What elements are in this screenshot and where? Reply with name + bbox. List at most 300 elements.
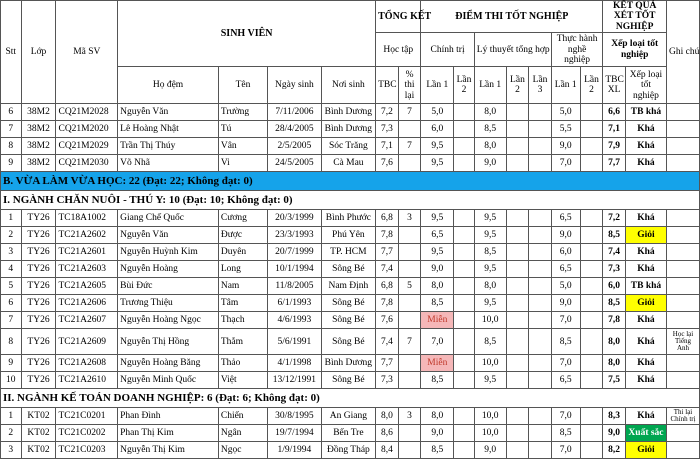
cell-ho-dem: Nguyễn Hoàng bbox=[118, 261, 219, 278]
cell-ho-dem: Võ Nhã bbox=[118, 155, 219, 172]
cell-pct-thi-lai bbox=[398, 261, 421, 278]
cell-pct-thi-lai bbox=[398, 312, 421, 329]
cell-ct-lan2 bbox=[454, 312, 475, 329]
cell-ct-lan2 bbox=[454, 372, 475, 389]
cell-th-lan2 bbox=[580, 408, 603, 425]
cell-lt-lan1: 8,0 bbox=[474, 138, 506, 155]
cell-tbc-xl: 7,7 bbox=[603, 155, 626, 172]
cell-th-lan2 bbox=[580, 329, 603, 355]
cell-th-lan1: 8,5 bbox=[551, 329, 580, 355]
cell-th-lan2 bbox=[580, 261, 603, 278]
cell-ghi-chu bbox=[667, 442, 700, 459]
cell-ten: Vi bbox=[218, 155, 267, 172]
cell-xep-loai: Khá bbox=[625, 155, 666, 172]
cell-ngay-sinh: 2/5/2005 bbox=[268, 138, 321, 155]
cell-noi-sinh: Sóc Trăng bbox=[321, 138, 376, 155]
cell-ct-lan1: 8,0 bbox=[421, 408, 454, 425]
cell-ten: Được bbox=[218, 227, 267, 244]
cell-ct-lan2 bbox=[454, 355, 475, 372]
col-ct-lan2: Lần 2 bbox=[454, 67, 475, 104]
cell-xep-loai: Khá bbox=[625, 312, 666, 329]
cell-tbc-xl: 9,0 bbox=[603, 425, 626, 442]
table-row bbox=[1, 104, 700, 121]
cell-tbc-xl: 7,4 bbox=[603, 244, 626, 261]
table-row bbox=[1, 244, 700, 261]
cell-lt-lan3 bbox=[529, 295, 552, 312]
cell-ho-dem: Trương Thiệu bbox=[118, 295, 219, 312]
cell-ct-lan1: 9,5 bbox=[421, 155, 454, 172]
cell-xep-loai: Khá bbox=[625, 244, 666, 261]
cell-ghi-chu bbox=[667, 312, 700, 329]
cell-ngay-sinh: 28/4/2005 bbox=[268, 121, 321, 138]
cell-ghi-chu: Học lại Tiếng Anh bbox=[667, 329, 700, 355]
col-ly-thuyet: Lý thuyết tổng hợp bbox=[474, 33, 551, 67]
cell-noi-sinh: Sông Bé bbox=[321, 261, 376, 278]
col-lt-lan1: Lần 1 bbox=[474, 67, 506, 104]
cell-ho-dem: Phan Đình bbox=[118, 408, 219, 425]
cell-th-lan1: 6,5 bbox=[551, 261, 580, 278]
cell-ma-sv: CQ21M2029 bbox=[56, 138, 118, 155]
cell-th-lan1: 6,0 bbox=[551, 244, 580, 261]
cell-th-lan2 bbox=[580, 155, 603, 172]
cell-ho-dem: Nguyễn Văn bbox=[118, 227, 219, 244]
cell-ct-lan1: Miễn bbox=[421, 312, 454, 329]
cell-th-lan2 bbox=[580, 372, 603, 389]
cell-lop: TY26 bbox=[21, 210, 56, 227]
cell-ma-sv: CQ21M2028 bbox=[56, 104, 118, 121]
cell-noi-sinh: Bình Phước bbox=[321, 210, 376, 227]
cell-lt-lan3 bbox=[529, 104, 552, 121]
cell-noi-sinh: Phú Yên bbox=[321, 227, 376, 244]
cell-lop: TY26 bbox=[21, 312, 56, 329]
cell-xep-loai: TB khá bbox=[625, 104, 666, 121]
cell-ct-lan1: 9,0 bbox=[421, 261, 454, 278]
cell-tbc-xl: 8,2 bbox=[603, 442, 626, 459]
cell-lt-lan3 bbox=[529, 355, 552, 372]
cell-tbc: 7,3 bbox=[376, 372, 399, 389]
cell-lt-lan2 bbox=[506, 329, 529, 355]
cell-ho-dem: Nguyễn Văn bbox=[118, 104, 219, 121]
col-pct-thi-lai: % thi lại bbox=[398, 67, 421, 104]
cell-lt-lan1: 9,5 bbox=[474, 261, 506, 278]
cell-tbc-xl: 8,0 bbox=[603, 355, 626, 372]
cell-ct-lan1: 6,5 bbox=[421, 227, 454, 244]
cell-lt-lan2 bbox=[506, 227, 529, 244]
cell-lt-lan1: 8,5 bbox=[474, 121, 506, 138]
table-row bbox=[1, 442, 700, 459]
cell-pct-thi-lai bbox=[398, 244, 421, 261]
cell-pct-thi-lai bbox=[398, 442, 421, 459]
cell-lt-lan3 bbox=[529, 372, 552, 389]
cell-th-lan2 bbox=[580, 312, 603, 329]
cell-tbc-xl: 8,5 bbox=[603, 227, 626, 244]
cell-ho-dem: Nguyễn Thị Hồng bbox=[118, 329, 219, 355]
table-row bbox=[1, 210, 700, 227]
cell-tbc: 7,7 bbox=[376, 355, 399, 372]
table-row bbox=[1, 138, 700, 155]
cell-stt: 3 bbox=[1, 442, 22, 459]
cell-stt: 1 bbox=[1, 408, 22, 425]
cell-th-lan2 bbox=[580, 210, 603, 227]
cell-lt-lan2 bbox=[506, 355, 529, 372]
cell-th-lan1: 6,5 bbox=[551, 210, 580, 227]
cell-ngay-sinh: 20/7/1999 bbox=[268, 244, 321, 261]
cell-tbc-xl: 7,5 bbox=[603, 372, 626, 389]
cell-lt-lan1: 9,5 bbox=[474, 227, 506, 244]
cell-ten: Chiến bbox=[218, 408, 267, 425]
cell-noi-sinh: Đồng Tháp bbox=[321, 442, 376, 459]
cell-ho-dem: Giang Chế Quốc bbox=[118, 210, 219, 227]
cell-lt-lan3 bbox=[529, 121, 552, 138]
cell-ghi-chu bbox=[667, 295, 700, 312]
table-row bbox=[1, 227, 700, 244]
table-row bbox=[1, 425, 700, 442]
cell-ho-dem: Nguyễn Hoàng Ngọc bbox=[118, 312, 219, 329]
cell-ngay-sinh: 19/7/1994 bbox=[268, 425, 321, 442]
cell-ct-lan2 bbox=[454, 210, 475, 227]
cell-ct-lan1: 8,0 bbox=[421, 278, 454, 295]
cell-ngay-sinh: 4/6/1993 bbox=[268, 312, 321, 329]
cell-lop: 38M2 bbox=[21, 155, 56, 172]
cell-lop: TY26 bbox=[21, 295, 56, 312]
cell-ma-sv: TC21C0201 bbox=[56, 408, 118, 425]
cell-tbc: 7,4 bbox=[376, 261, 399, 278]
cell-ct-lan2 bbox=[454, 295, 475, 312]
cell-stt: 2 bbox=[1, 227, 22, 244]
cell-ngay-sinh: 6/1/1993 bbox=[268, 295, 321, 312]
col-lt-lan3: Lần 3 bbox=[529, 67, 552, 104]
cell-lt-lan3 bbox=[529, 244, 552, 261]
cell-pct-thi-lai: 3 bbox=[398, 408, 421, 425]
cell-tbc: 7,7 bbox=[376, 244, 399, 261]
cell-ma-sv: TC21A2610 bbox=[56, 372, 118, 389]
cell-th-lan1: 5,5 bbox=[551, 121, 580, 138]
cell-lop: KT02 bbox=[21, 425, 56, 442]
cell-lt-lan3 bbox=[529, 425, 552, 442]
col-hoc-tap: Học tập bbox=[376, 33, 421, 67]
col-lop: Lớp bbox=[21, 1, 56, 104]
cell-lt-lan2 bbox=[506, 261, 529, 278]
cell-lt-lan3 bbox=[529, 312, 552, 329]
cell-ten: Việt bbox=[218, 372, 267, 389]
cell-ct-lan1: 8,5 bbox=[421, 295, 454, 312]
col-ma-sv: Mã SV bbox=[56, 1, 118, 104]
cell-ma-sv: TC21A2606 bbox=[56, 295, 118, 312]
cell-lt-lan1: 8,5 bbox=[474, 244, 506, 261]
cell-tbc: 7,8 bbox=[376, 295, 399, 312]
table-row bbox=[1, 312, 700, 329]
cell-ten: Nam bbox=[218, 278, 267, 295]
cell-lt-lan2 bbox=[506, 295, 529, 312]
cell-xep-loai: Khá bbox=[625, 138, 666, 155]
cell-ct-lan1: 9,0 bbox=[421, 425, 454, 442]
table-row bbox=[1, 155, 700, 172]
cell-lt-lan3 bbox=[529, 408, 552, 425]
cell-ct-lan2 bbox=[454, 425, 475, 442]
col-group-diem-thi: ĐIỂM THI TỐT NGHIỆP bbox=[421, 1, 603, 33]
cell-th-lan2 bbox=[580, 104, 603, 121]
cell-th-lan2 bbox=[580, 355, 603, 372]
cell-th-lan1: 5,0 bbox=[551, 278, 580, 295]
cell-lt-lan2 bbox=[506, 372, 529, 389]
cell-lt-lan3 bbox=[529, 278, 552, 295]
col-noi-sinh: Nơi sinh bbox=[321, 67, 376, 104]
cell-ma-sv: TC21A2609 bbox=[56, 329, 118, 355]
cell-pct-thi-lai bbox=[398, 372, 421, 389]
cell-ghi-chu bbox=[667, 261, 700, 278]
section-i-heading: I. NGÀNH CHĂN NUÔI - THÚ Y: 10 (Đạt: 10; Không đạt: 0) bbox=[1, 191, 700, 210]
cell-stt: 7 bbox=[1, 312, 22, 329]
table-row bbox=[1, 372, 700, 389]
cell-lt-lan3 bbox=[529, 210, 552, 227]
cell-pct-thi-lai: 7 bbox=[398, 104, 421, 121]
cell-tbc: 8,6 bbox=[376, 425, 399, 442]
cell-th-lan1: 9,0 bbox=[551, 227, 580, 244]
cell-ten: Ngọc bbox=[218, 442, 267, 459]
cell-ngay-sinh: 24/5/2005 bbox=[268, 155, 321, 172]
cell-tbc: 8,0 bbox=[376, 408, 399, 425]
cell-ngay-sinh: 7/11/2006 bbox=[268, 104, 321, 121]
cell-ma-sv: CQ21M2030 bbox=[56, 155, 118, 172]
cell-lop: KT02 bbox=[21, 442, 56, 459]
col-thuc-hanh: Thực hành nghề nghiệp bbox=[551, 33, 602, 67]
cell-ngay-sinh: 20/3/1999 bbox=[268, 210, 321, 227]
cell-xep-loai: Khá bbox=[625, 329, 666, 355]
cell-lt-lan3 bbox=[529, 261, 552, 278]
cell-lop: TY26 bbox=[21, 244, 56, 261]
cell-xep-loai: Khá bbox=[625, 408, 666, 425]
cell-ct-lan2 bbox=[454, 244, 475, 261]
cell-pct-thi-lai: 5 bbox=[398, 278, 421, 295]
cell-noi-sinh: Sông Bé bbox=[321, 372, 376, 389]
cell-lt-lan1: 10,0 bbox=[474, 312, 506, 329]
cell-lop: KT02 bbox=[21, 408, 56, 425]
cell-th-lan2 bbox=[580, 244, 603, 261]
cell-tbc: 8,4 bbox=[376, 442, 399, 459]
cell-ma-sv: TC21A2608 bbox=[56, 355, 118, 372]
cell-lt-lan1: 9,5 bbox=[474, 372, 506, 389]
cell-ghi-chu bbox=[667, 372, 700, 389]
cell-lop: 38M2 bbox=[21, 138, 56, 155]
cell-lt-lan1: 9,0 bbox=[474, 155, 506, 172]
cell-ten: Thạch bbox=[218, 312, 267, 329]
cell-ghi-chu bbox=[667, 278, 700, 295]
col-group-sinh-vien: SINH VIÊN bbox=[118, 1, 376, 67]
cell-th-lan1: 5,0 bbox=[551, 104, 580, 121]
cell-lt-lan2 bbox=[506, 104, 529, 121]
cell-ghi-chu bbox=[667, 138, 700, 155]
cell-ct-lan1: 7,0 bbox=[421, 329, 454, 355]
cell-ngay-sinh: 11/8/2005 bbox=[268, 278, 321, 295]
cell-ghi-chu bbox=[667, 210, 700, 227]
cell-tbc: 7,2 bbox=[376, 104, 399, 121]
cell-ct-lan2 bbox=[454, 261, 475, 278]
col-ten: Tên bbox=[218, 67, 267, 104]
cell-lt-lan1: 9,5 bbox=[474, 210, 506, 227]
cell-ho-dem: Phan Thị Kim bbox=[118, 425, 219, 442]
cell-tbc: 7,6 bbox=[376, 312, 399, 329]
cell-th-lan1: 9,0 bbox=[551, 138, 580, 155]
cell-lop: TY26 bbox=[21, 278, 56, 295]
cell-ct-lan2 bbox=[454, 227, 475, 244]
cell-th-lan1: 7,0 bbox=[551, 355, 580, 372]
cell-lt-lan1: 8,0 bbox=[474, 278, 506, 295]
cell-xep-loai: Khá bbox=[625, 210, 666, 227]
cell-ma-sv: TC21C0203 bbox=[56, 442, 118, 459]
cell-lt-lan3 bbox=[529, 442, 552, 459]
cell-ten: Trường bbox=[218, 104, 267, 121]
cell-stt: 8 bbox=[1, 138, 22, 155]
cell-xep-loai: TB khá bbox=[625, 278, 666, 295]
cell-th-lan2 bbox=[580, 121, 603, 138]
col-th-lan2: Lần 2 bbox=[580, 67, 603, 104]
cell-ten: Tú bbox=[218, 121, 267, 138]
cell-stt: 2 bbox=[1, 425, 22, 442]
cell-xep-loai: Khá bbox=[625, 121, 666, 138]
cell-noi-sinh: Bình Dương bbox=[321, 355, 376, 372]
cell-th-lan1: 8,5 bbox=[551, 425, 580, 442]
cell-ghi-chu bbox=[667, 227, 700, 244]
cell-ma-sv: TC18A1002 bbox=[56, 210, 118, 227]
cell-ho-dem: Trần Thị Thúy bbox=[118, 138, 219, 155]
table-row bbox=[1, 261, 700, 278]
cell-lop: TY26 bbox=[21, 261, 56, 278]
cell-ma-sv: TC21A2601 bbox=[56, 244, 118, 261]
cell-stt: 8 bbox=[1, 329, 22, 355]
cell-stt: 10 bbox=[1, 372, 22, 389]
cell-tbc: 7,6 bbox=[376, 155, 399, 172]
cell-stt: 5 bbox=[1, 278, 22, 295]
cell-pct-thi-lai bbox=[398, 121, 421, 138]
cell-ct-lan1: 5,0 bbox=[421, 104, 454, 121]
cell-pct-thi-lai: 7 bbox=[398, 329, 421, 355]
cell-lt-lan2 bbox=[506, 442, 529, 459]
col-xep-loai: Xếp loại tốt nghiệp bbox=[625, 67, 666, 104]
cell-xep-loai: Giỏi bbox=[625, 227, 666, 244]
table-row bbox=[1, 278, 700, 295]
cell-ghi-chu bbox=[667, 104, 700, 121]
cell-lop: TY26 bbox=[21, 355, 56, 372]
cell-ct-lan2 bbox=[454, 155, 475, 172]
cell-ten: Cương bbox=[218, 210, 267, 227]
table-row bbox=[1, 408, 700, 425]
cell-ct-lan2 bbox=[454, 329, 475, 355]
cell-xep-loai: Xuất sắc bbox=[625, 425, 666, 442]
cell-xep-loai: Khá bbox=[625, 355, 666, 372]
cell-ct-lan2 bbox=[454, 442, 475, 459]
cell-ct-lan1: 9,5 bbox=[421, 244, 454, 261]
cell-th-lan1: 7,0 bbox=[551, 155, 580, 172]
cell-lop: TY26 bbox=[21, 329, 56, 355]
cell-lt-lan2 bbox=[506, 278, 529, 295]
cell-tbc-xl: 8,0 bbox=[603, 329, 626, 355]
cell-noi-sinh: Sông Bé bbox=[321, 312, 376, 329]
cell-ct-lan1: 9,5 bbox=[421, 138, 454, 155]
cell-tbc: 7,8 bbox=[376, 227, 399, 244]
cell-tbc: 6,8 bbox=[376, 278, 399, 295]
cell-tbc: 7,3 bbox=[376, 121, 399, 138]
cell-lt-lan2 bbox=[506, 138, 529, 155]
cell-th-lan2 bbox=[580, 425, 603, 442]
cell-lt-lan3 bbox=[529, 138, 552, 155]
section-b-heading: B. VỪA LÀM VỪA HỌC: 22 (Đạt: 22; Không đạt: 0) bbox=[1, 172, 700, 191]
cell-lt-lan3 bbox=[529, 329, 552, 355]
cell-ho-dem: Nguyễn Thị Kim bbox=[118, 442, 219, 459]
cell-lt-lan1: 10,0 bbox=[474, 355, 506, 372]
cell-ma-sv: TC21A2605 bbox=[56, 278, 118, 295]
col-ho-dem: Họ đệm bbox=[118, 67, 219, 104]
cell-tbc: 7,4 bbox=[376, 329, 399, 355]
cell-ho-dem: Nguyễn Huỳnh Kim bbox=[118, 244, 219, 261]
cell-ct-lan2 bbox=[454, 121, 475, 138]
cell-stt: 4 bbox=[1, 261, 22, 278]
cell-stt: 6 bbox=[1, 104, 22, 121]
cell-lop: TY26 bbox=[21, 227, 56, 244]
cell-ct-lan1: 8,5 bbox=[421, 442, 454, 459]
cell-ct-lan2 bbox=[454, 408, 475, 425]
cell-ghi-chu bbox=[667, 425, 700, 442]
cell-tbc-xl: 7,8 bbox=[603, 312, 626, 329]
col-group-ket-qua: KẾT QUẢ XÉT TỐT NGHIỆP bbox=[603, 1, 667, 33]
cell-stt: 3 bbox=[1, 244, 22, 261]
cell-ten: Vân bbox=[218, 138, 267, 155]
cell-lt-lan1: 10,0 bbox=[474, 425, 506, 442]
cell-ten: Tâm bbox=[218, 295, 267, 312]
cell-noi-sinh: Sông Bé bbox=[321, 329, 376, 355]
col-ghi-chu: Ghi chú bbox=[667, 1, 700, 104]
cell-ma-sv: TC21A2607 bbox=[56, 312, 118, 329]
cell-lop: TY26 bbox=[21, 372, 56, 389]
cell-th-lan1: 7,0 bbox=[551, 408, 580, 425]
cell-th-lan1: 7,0 bbox=[551, 312, 580, 329]
cell-tbc-xl: 7,2 bbox=[603, 210, 626, 227]
cell-tbc-xl: 7,1 bbox=[603, 121, 626, 138]
cell-ma-sv: TC21A2603 bbox=[56, 261, 118, 278]
col-ngay-sinh: Ngày sinh bbox=[268, 67, 321, 104]
cell-xep-loai: Giỏi bbox=[625, 442, 666, 459]
col-th-lan1: Lần 1 bbox=[551, 67, 580, 104]
cell-pct-thi-lai bbox=[398, 295, 421, 312]
cell-th-lan2 bbox=[580, 138, 603, 155]
cell-ct-lan1: 6,0 bbox=[421, 121, 454, 138]
table-row bbox=[1, 295, 700, 312]
cell-ma-sv: CQ21M2020 bbox=[56, 121, 118, 138]
col-ct-lan1: Lần 1 bbox=[421, 67, 454, 104]
table-row bbox=[1, 121, 700, 138]
section-ii-heading: II. NGÀNH KẾ TOÁN DOANH NGHIỆP: 6 (Đạt: 6; Không đạt: 0) bbox=[1, 389, 700, 408]
cell-lt-lan3 bbox=[529, 227, 552, 244]
cell-ho-dem: Bùi Đức bbox=[118, 278, 219, 295]
cell-tbc: 7,1 bbox=[376, 138, 399, 155]
col-xep-loai-tn-group: Xếp loại tốt nghiệp bbox=[603, 33, 667, 67]
cell-lt-lan1: 9,5 bbox=[474, 295, 506, 312]
cell-ct-lan1: Miễn bbox=[421, 355, 454, 372]
cell-pct-thi-lai bbox=[398, 425, 421, 442]
cell-tbc-xl: 6,6 bbox=[603, 104, 626, 121]
cell-ho-dem: Nguyễn Minh Quốc bbox=[118, 372, 219, 389]
cell-noi-sinh: Bến Tre bbox=[321, 425, 376, 442]
cell-ngay-sinh: 23/3/1993 bbox=[268, 227, 321, 244]
cell-ngay-sinh: 4/1/1998 bbox=[268, 355, 321, 372]
cell-ten: Long bbox=[218, 261, 267, 278]
cell-ct-lan1: 8,5 bbox=[421, 372, 454, 389]
cell-ngay-sinh: 5/6/1991 bbox=[268, 329, 321, 355]
cell-lt-lan1: 9,0 bbox=[474, 442, 506, 459]
cell-lop: 38M2 bbox=[21, 104, 56, 121]
cell-xep-loai: Khá bbox=[625, 261, 666, 278]
cell-lt-lan1: 8,0 bbox=[474, 104, 506, 121]
cell-ghi-chu: Thi lại Chính trị bbox=[667, 408, 700, 425]
